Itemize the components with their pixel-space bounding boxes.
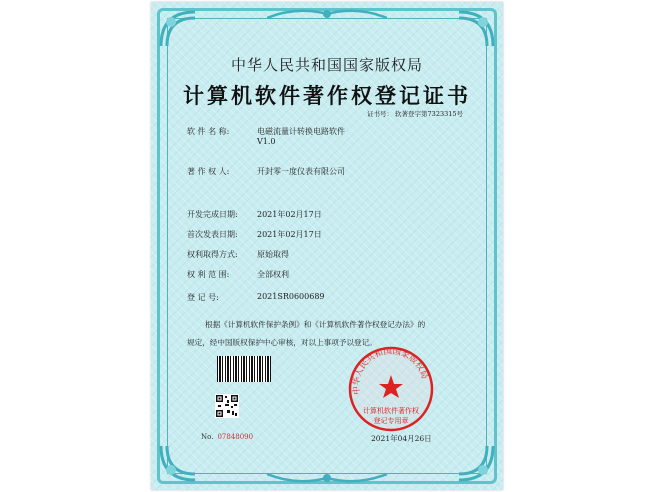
field-label: 开发完成日期:	[187, 210, 238, 219]
field-value: V1.0	[257, 137, 276, 146]
statement-line: 根据《计算机软件保护条例》和《计算机软件著作权登记办法》的	[205, 320, 426, 329]
certificate-number: 证书号： 软著登字第7323315号	[366, 110, 463, 118]
statement-line: 规定，经中国版权保护中心审核，对以上事项予以登记。	[187, 338, 377, 347]
field-software-name	[187, 126, 345, 137]
field-value: 全部权利	[257, 270, 289, 279]
corner-ornament-icon	[455, 442, 497, 484]
field-value: 原始取得	[257, 250, 289, 259]
field-label: 登 记 号:	[187, 293, 219, 302]
field-label: 软 件 名 称:	[187, 127, 230, 136]
field-acquisition-method	[187, 249, 289, 260]
field-label: 权 利 范 围:	[187, 270, 230, 279]
top-ornament-icon	[267, 6, 387, 22]
field-rights-scope	[187, 269, 289, 280]
field-value: 2021SR0600689	[257, 292, 325, 301]
seal-line: 计算机软件著作权	[363, 407, 419, 415]
serial-value: 07848090	[217, 433, 254, 441]
serial-label: No.	[201, 433, 214, 441]
field-publication-date	[187, 229, 322, 240]
field-label: 首次发表日期:	[187, 230, 238, 239]
serial-number	[201, 433, 253, 441]
field-label: 著 作 权 人:	[187, 167, 230, 176]
svg-text:中华人民共和国国家版权局: 中华人民共和国国家版权局	[351, 346, 430, 396]
qr-code-icon	[215, 394, 239, 418]
field-completion-date	[187, 209, 322, 220]
barcode-icon	[217, 356, 271, 382]
field-value: 开封零一度仪表有限公司	[257, 167, 345, 176]
issuer-name: 中华人民共和国国家版权局	[230, 56, 423, 74]
field-registration-number	[187, 292, 325, 303]
field-value: 电磁流量计转换电路软件	[257, 127, 345, 136]
field-value: 2021年02月17日	[257, 230, 322, 239]
corner-ornament-icon	[157, 442, 199, 484]
field-label: 权利取得方式:	[187, 250, 238, 259]
certificate-document	[151, 2, 503, 490]
seal-text	[357, 406, 425, 426]
bottom-ornament-icon	[267, 470, 387, 486]
certificate-title: 计算机软件著作权登记证书	[183, 83, 471, 108]
field-copyright-owner	[187, 166, 345, 177]
seal-line: 登记专用章	[373, 417, 409, 425]
corner-ornament-icon	[157, 8, 199, 50]
field-value: 2021年02月17日	[257, 210, 322, 219]
corner-ornament-icon	[455, 8, 497, 50]
issue-date: 2021年04月26日	[371, 434, 432, 443]
